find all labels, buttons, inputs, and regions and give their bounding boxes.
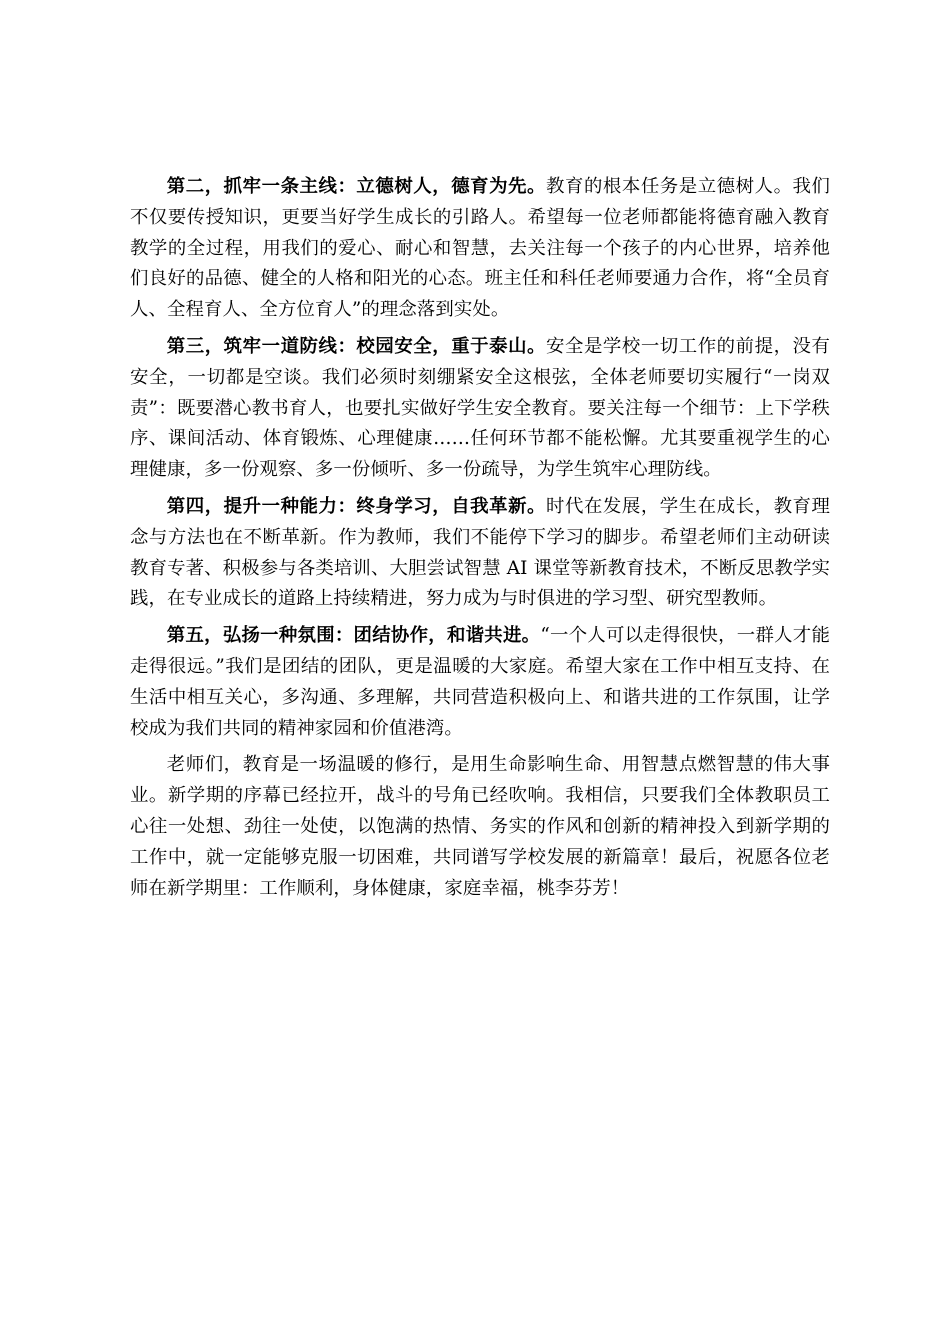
paragraph-heading: 第三，筑牢一道防线：校园安全，重于泰山。	[166, 335, 547, 357]
paragraph-closing	[130, 750, 830, 904]
paragraph-heading: 第二，抓牢一条主线：立德树人，德育为先。	[166, 176, 547, 197]
paragraph-campus-safety	[130, 332, 830, 486]
paragraph-body: 教育的根本任务是立德树人。我们不仅要传授知识，更要当好学生成长的引路人。希望每一位老师都能将德育融入教育教学的全过程，用我们的爱心、耐心和智慧，去关注每一个孩子的内心世界，培养他们良好的品德、健全的人格和阳光的心态。班主任和科任老师要通力合作，将“全员育人、全程育人、全方位育人”的理念落到实处。	[130, 176, 830, 321]
paragraph-moral-education	[130, 172, 830, 326]
paragraph-heading: 第四，提升一种能力：终身学习，自我革新。	[166, 495, 547, 517]
paragraph-heading: 第五，弘扬一种氛围：团结协作，和谐共进。	[166, 625, 541, 647]
paragraph-teamwork	[130, 621, 830, 744]
paragraph-body: 安全是学校一切工作的前提，没有安全，一切都是空谈。我们必须时刻绷紧安全这根弦，全体老师要切实履行“一岗双责”：既要潜心教书育人，也要扎实做好学生安全教育。要关注每一个细节：上下学秩序、课间活动、体育锻炼、心理健康……任何环节都不能松懈。尤其要重视学生的心理健康，多一份观察、多一份倾听、多一份疏导，为学生筑牢心理防线。	[130, 335, 830, 481]
paragraph-body: 时代在发展，学生在成长，教育理念与方法也在不断革新。作为教师，我们不能停下学习的脚步。希望老师们主动研读教育专著、积极参与各类培训、大胆尝试智慧 AI 课堂等新教育技术，不断反思教学实践，在专业成长的道路上持续精进，努力成为与时俱进的学习型、研究型教师。	[130, 495, 830, 610]
paragraph-body: “一个人可以走得很快，一群人才能走得很远。”我们是团结的团队，更是温暖的大家庭。希望大家在工作中相互支持、在生活中相互关心，多沟通、多理解，共同营造积极向上、和谐共进的工作氛围，让学校成为我们共同的精神家园和价值港湾。	[130, 625, 830, 739]
document-page	[130, 172, 830, 910]
paragraph-lifelong-learning	[130, 492, 830, 615]
paragraph-body: 老师们，教育是一场温暖的修行，是用生命影响生命、用智慧点燃智慧的伟大事业。新学期的序幕已经拉开，战斗的号角已经吹响。我相信，只要我们全体教职员工心往一处想、劲往一处使，以饱满的热情、务实的作风和创新的精神投入到新学期的工作中，就一定能够克服一切困难，共同谱写学校发展的新篇章！最后，祝愿各位老师在新学期里：工作顺利，身体健康，家庭幸福，桃李芬芳！	[130, 754, 830, 899]
